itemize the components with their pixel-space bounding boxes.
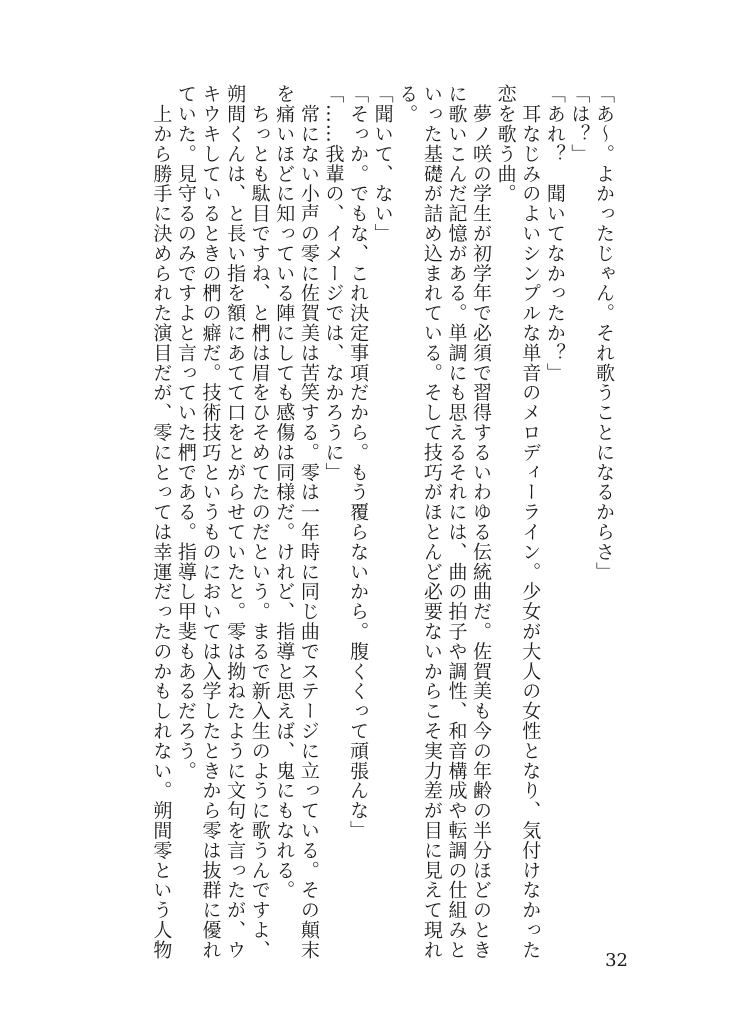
text-line: 恋を歌う曲。 bbox=[494, 84, 517, 204]
text-line: 「あ〜。よかったじゃん。それ歌うことになるからさ」 bbox=[593, 84, 615, 582]
text-line: 「あれ？ 聞いてなかったか？」 bbox=[543, 84, 566, 383]
text-line: 「そっか。でもな、これ決定事項だから。もう覆らないから。腹くくって頑張んな」 bbox=[347, 84, 370, 841]
text-line: 耳なじみのよいシンプルな単音のメロディーライン。少女が大人の女性となり、気付けなかった bbox=[519, 84, 542, 960]
text-line: 「聞いて、ない」 bbox=[371, 84, 394, 244]
text-line: 「は？」 bbox=[568, 84, 591, 164]
page-number: 32 bbox=[605, 950, 628, 971]
text-line: る。 bbox=[396, 84, 419, 124]
text-line: に歌いこんだ記憶がある。単調にも思えるそれには、曲の拍子や調性、和音構成や転調の仕組みと bbox=[445, 84, 468, 960]
text-line: 夢ノ咲の学生が初学年で必須で習得するいわゆる伝統曲だ。佐賀美も今の年齢の半分ほどのとき bbox=[470, 84, 493, 960]
text-line: 常にない小声の零に佐賀美は苦笑する。零は一年時に同じ曲でステージに立っている。その顛末 bbox=[297, 84, 320, 960]
text-line: 「……我輩の、イメージでは、なかろうに」 bbox=[322, 84, 345, 482]
text-line: ちっとも駄目ですね、と椚は眉をひそめてたのだという。まるで新入生のように歌うんですよ、 bbox=[248, 84, 271, 960]
text-line: キウキしているときの椚の癖だ。技術技巧というものにおいては入学したときから零は抜群に優れ bbox=[199, 84, 222, 960]
vertical-text-block bbox=[149, 84, 616, 960]
text-line: を痛いほどに知っている陣にしても感傷は同様だ。けれど、指導と思えば、鬼にもなれる。 bbox=[273, 84, 296, 900]
text-line: 朔間くんは、と長い指を額にあてて口をとがらせていたと。零は拗ねたように文句を言ったが、ウ bbox=[224, 84, 247, 960]
text-line: 上から勝手に決められた演目だが、零にとっては幸運だったのかもしれない。朔間零という人物 bbox=[150, 84, 173, 960]
text-line: いった基礎が詰め込まれている。そして技巧がほとんど必要ないからこそ実力差が目に見えて現れ bbox=[420, 84, 443, 960]
text-line: ていた。見守るのみですよと言っていた椚である。指導し甲斐もあるだろう。 bbox=[174, 84, 197, 781]
